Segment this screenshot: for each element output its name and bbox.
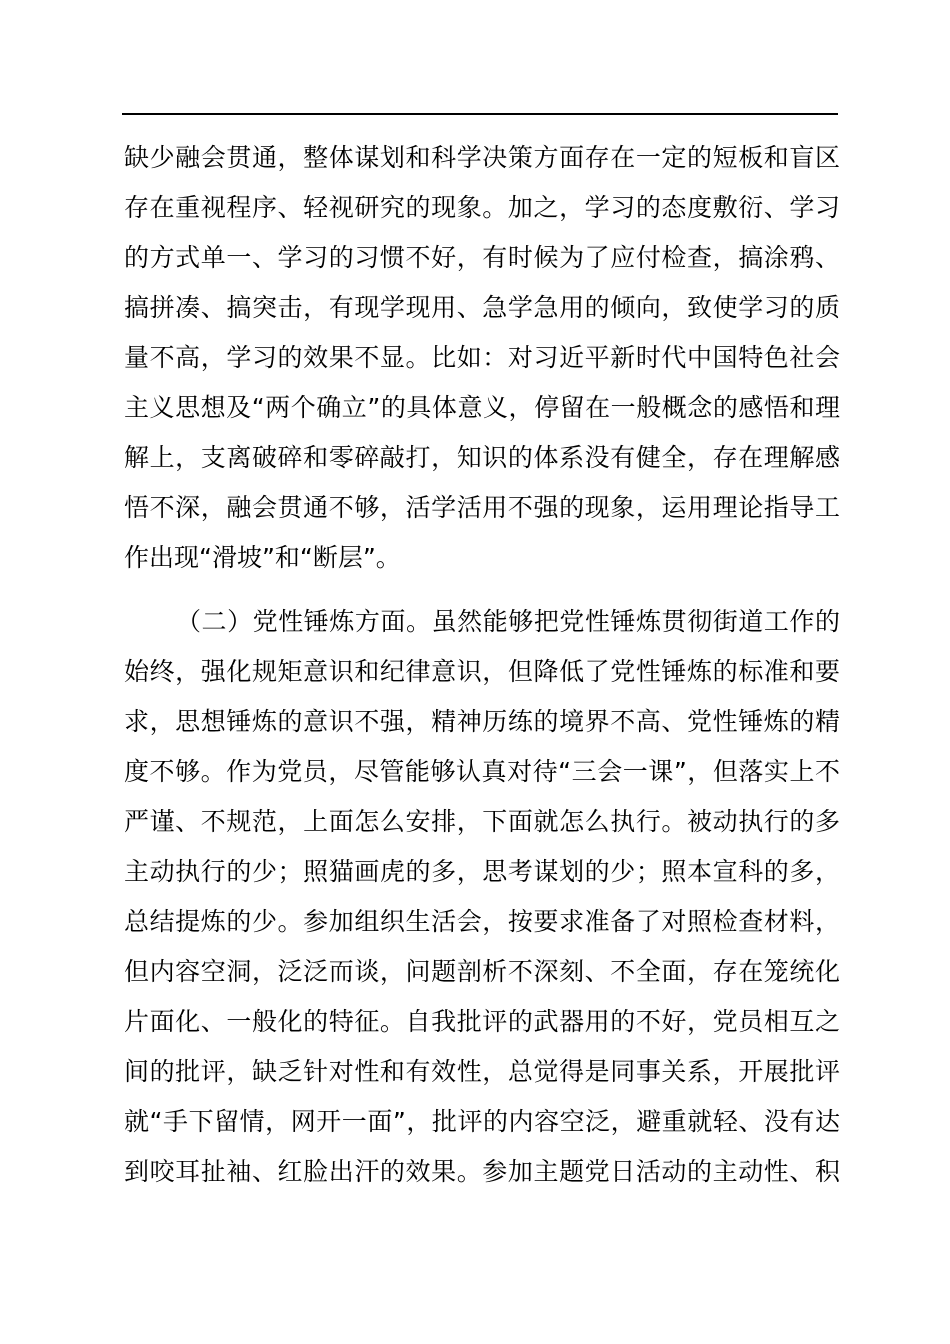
text-line: 总结提炼的少。参加组织生活会，按要求准备了对照检查材料， — [124, 907, 840, 936]
text-line: 但内容空洞，泛泛而谈，问题剖析不深刻、不全面，存在笼统化 — [124, 957, 840, 986]
text-line: 解上，支离破碎和零碎敲打，知识的体系没有健全，存在理解感 — [124, 443, 840, 472]
text-line: 量不高，学习的效果不显。比如：对习近平新时代中国特色社会 — [124, 343, 840, 372]
text-line: 片面化、一般化的特征。自我批评的武器用的不好，党员相互之 — [124, 1007, 840, 1036]
text-line: 缺少融会贯通，整体谋划和科学决策方面存在一定的短板和盲区 — [124, 143, 840, 172]
text-line: 始终，强化规矩意识和纪律意识，但降低了党性锤炼的标准和要 — [124, 657, 840, 686]
text-line: 的方式单一、学习的习惯不好，有时候为了应付检查，搞涂鸦、 — [124, 243, 840, 272]
section-heading-line: （二）党性锤炼方面。虽然能够把党性锤炼贯彻街道工作的 — [176, 607, 840, 636]
paragraph-party-spirit — [124, 597, 840, 1197]
text-line: 就“手下留情，网开一面”，批评的内容空泛，避重就轻、没有达 — [124, 1107, 840, 1136]
paragraph-study — [124, 133, 840, 583]
header-rule — [122, 113, 838, 115]
text-line: 度不够。作为党员，尽管能够认真对待“三会一课”，但落实上不 — [124, 757, 840, 786]
text-line: 存在重视程序、轻视研究的现象。加之，学习的态度敷衍、学习 — [124, 193, 840, 222]
text-line: 到咬耳扯袖、红脸出汗的效果。参加主题党日活动的主动性、积 — [124, 1157, 840, 1186]
text-line: 作出现“滑坡”和“断层”。 — [124, 543, 401, 572]
text-line: 主义思想及“两个确立”的具体意义，停留在一般概念的感悟和理 — [124, 393, 840, 422]
text-line: 求，思想锤炼的意识不强，精神历练的境界不高、党性锤炼的精 — [124, 707, 840, 736]
text-line: 主动执行的少；照猫画虎的多，思考谋划的少；照本宣科的多， — [124, 857, 840, 886]
text-line: 搞拼凑、搞突击，有现学现用、急学急用的倾向，致使学习的质 — [124, 293, 840, 322]
text-line: 间的批评，缺乏针对性和有效性，总觉得是同事关系，开展批评 — [124, 1057, 840, 1086]
text-line: 悟不深，融会贯通不够，活学活用不强的现象，运用理论指导工 — [124, 493, 840, 522]
text-line: 严谨、不规范，上面怎么安排，下面就怎么执行。被动执行的多 — [124, 807, 840, 836]
